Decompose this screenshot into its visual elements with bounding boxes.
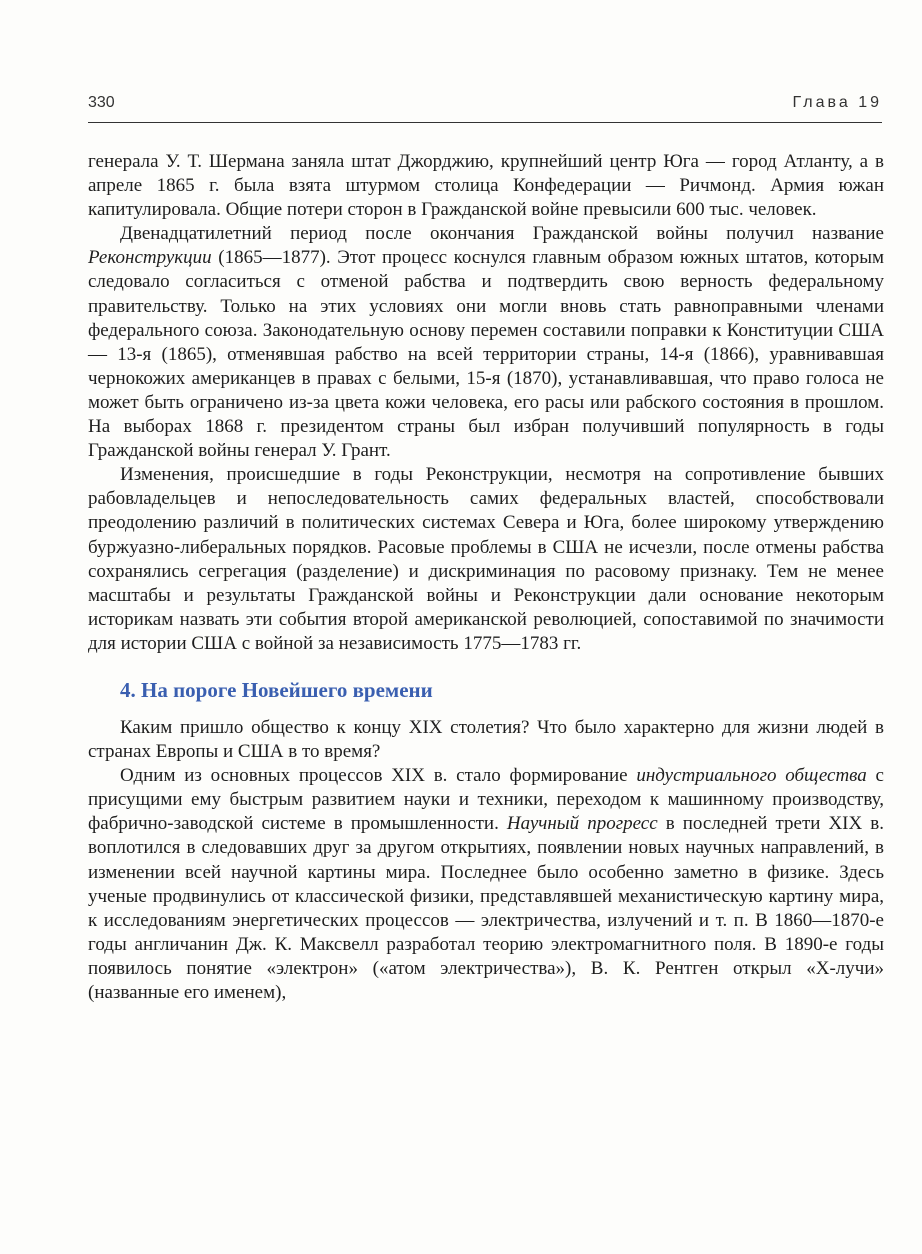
paragraph-2-text: Двенадцатилетний период после окончания Гражданской войны получил название — [120, 223, 884, 245]
paragraph-5 — [88, 764, 884, 1005]
term-industrial-society: индустриального общества — [636, 765, 867, 787]
paragraph-2 — [88, 222, 884, 463]
paragraph-4-questions: Каким пришло общество к концу XIX столетия? Что было характерно для жизни людей в странах Европы и США в то время? — [88, 716, 884, 763]
chapter-label: Глава 19 — [792, 94, 882, 111]
paragraph-5-text: в последней трети XIX в. воплотился в следовавших друг за другом открытиях, появлении новых научных направлений, в изменении всей научной картины мира. Последнее было особенно заметно в физике. Здесь ученые продвинулись от классической физики, представлявшей механистическую картину мира, к исследованиям энергетических процессов — электричества, излучений и т. п. В 1860—1870-е годы англичанин Дж. К. Максвелл разработал теорию электромагнитного поля. В 1890-е годы появилось понятие «электрон» («атом электричества»), В. К. Рентген открыл «X-лучи» (названные его именем), — [88, 813, 885, 1003]
term-reconstruction: Реконструкции — [88, 247, 212, 269]
section-heading: 4. На пороге Новейшего времени — [120, 677, 433, 702]
running-header — [88, 90, 882, 123]
paragraph-2-text: (1865—1877). Этот процесс коснулся главным образом южных штатов, которым следовало согласиться с отменой рабства и подтвердить свою верность федеральному правительству. Только на этих условиях они могли вновь стать равноправными членами федерального союза. Законодательную основу перемен составили поправки к Конституции США — 13-я (1865), отменявшая рабство на всей территории страны, 14-я (1866), уравнивавшая чернокожих американцев в правах с белыми, 15-я (1870), устанавливавшая, что право голоса не может быть ограничено из-за цвета кожи человека, его расы или рабского состояния в прошлом. На выборах 1868 г. президентом страны был избран получивший популярность в годы Гражданской войны генерал У. Грант. — [88, 247, 884, 462]
paragraph-5-text: с присущими ему быстрым развитием науки и техники, переходом к машинному производству, фабрично-заводской системе в промышленности. — [88, 765, 884, 835]
paragraph-5-text: Одним из основных процессов XIX в. стало формирование — [120, 765, 637, 787]
page-number: 330 — [88, 94, 115, 111]
body-text — [88, 150, 884, 1005]
paragraph-1: генерала У. Т. Шермана заняла штат Джорджию, крупнейший центр Юга — город Атланту, а в апреле 1865 г. была взята штурмом столица Конфедерации — Ричмонд. Армия южан капитулировала. Общие потери сторон в Гражданской войне превысили 600 тыс. человек. — [88, 151, 884, 221]
paragraph-3: Изменения, происшедшие в годы Реконструкции, несмотря на сопротивление бывших рабовладельцев и непоследовательность самих федеральных властей, способствовали преодолению различий в политических системах Севера и Юга, более широкому утверждению буржуазно-либеральных порядков. Расовые проблемы в США не исчезли, после отмены рабства сохранялись сегрегация (разделение) и дискриминация по расовому признаку. Тем не менее масштабы и результаты Гражданской войны и Реконструкции дали основание некоторым историкам назвать эти события второй американской революцией, сопоставимой по значимости для истории США с войной за независимость 1775—1783 гг. — [88, 464, 884, 654]
term-scientific-progress: Научный прогресс — [506, 813, 658, 835]
